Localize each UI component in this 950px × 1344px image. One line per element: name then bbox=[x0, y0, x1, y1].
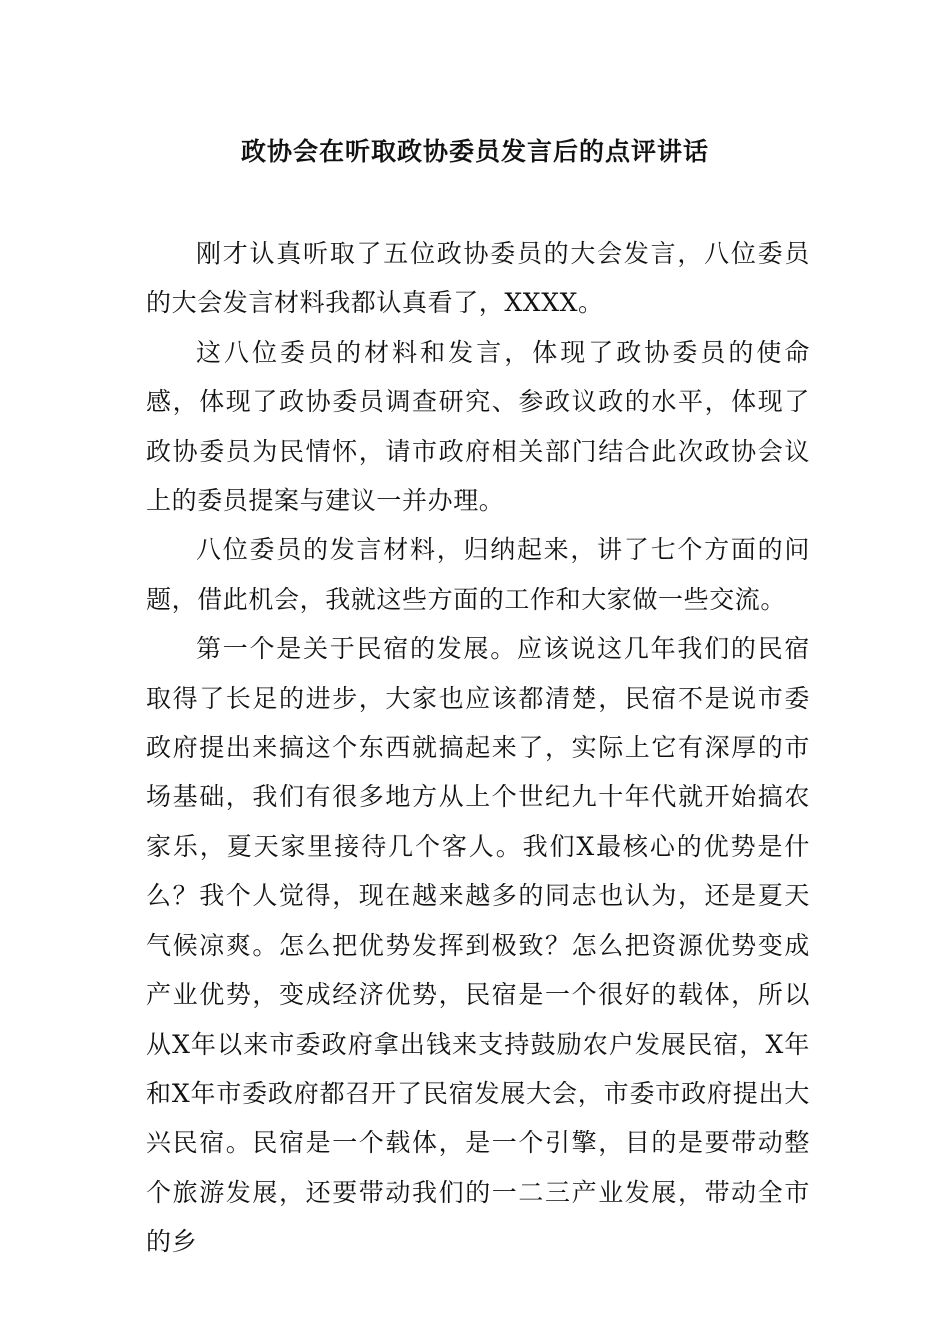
paragraph-4: 第一个是关于民宿的发展。应该说这几年我们的民宿取得了长足的进步，大家也应该都清楚，民宿不是说市委政府提出来搞这个东西就搞起来了，实际上它有深厚的市场基础，我们有很多地方从上个世纪九十年代就开始搞农家乐，夏天家里接待几个客人。我们X最核心的优势是什么？我个人觉得，现在越来越多的同志也认为，还是夏天气候凉爽。怎么把优势发挥到极致？怎么把资源优势变成产业优势，变成经济优势，民宿是一个很好的载体，所以从X年以来市委政府拿出钱来支持鼓励农户发展民宿，X年和X年市委政府都召开了民宿发展大会，市委市政府提出大兴民宿。民宿是一个载体，是一个引擎，目的是要带动整个旅游发展，还要带动我们的一二三产业发展，带动全市的乡 bbox=[146, 634, 810, 1257]
paragraph-2: 这八位委员的材料和发言，体现了政协委员的使命感，体现了政协委员调查研究、参政议政的水平，体现了政协委员为民情怀，请市政府相关部门结合此次政协会议上的委员提案与建议一并办理。 bbox=[146, 337, 810, 516]
paragraph-1: 刚才认真听取了五位政协委员的大会发言，八位委员的大会发言材料我都认真看了，XXXX。 bbox=[146, 239, 810, 318]
paragraph-3: 八位委员的发言材料，归纳起来，讲了七个方面的问题，借此机会，我就这些方面的工作和大家做一些交流。 bbox=[146, 535, 810, 614]
document-body bbox=[146, 229, 810, 1267]
document-title: 政协会在听取政协委员发言后的点评讲话 bbox=[240, 137, 709, 166]
